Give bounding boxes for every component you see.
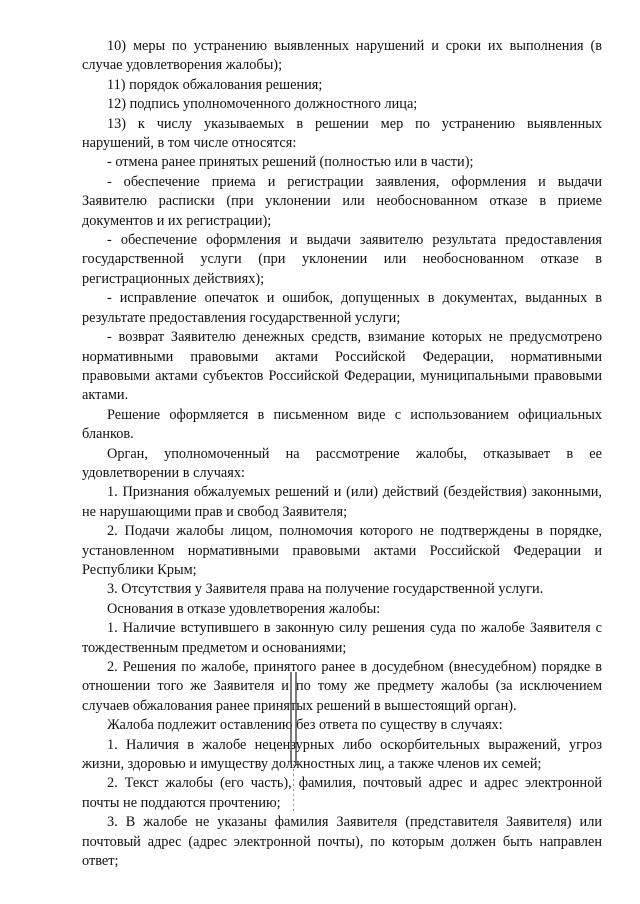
paragraph: - отмена ранее принятых решений (полностью или в части); — [107, 154, 474, 171]
paragraph: - возврат Заявителю денежных средств, взимание которых не предусмотрено нормативными правовыми актами Российской Федерации, нормативными правовыми актами субъектов Российской Федерации, муниципальными правовыми актами. — [82, 329, 602, 404]
document-body — [82, 37, 602, 871]
paragraph: Жалоба подлежит оставлению без ответа по существу в случаях: — [107, 717, 503, 734]
paragraph: 1. Наличия в жалобе нецензурных либо оскорбительных выражений, угроз жизни, здоровью и имуществу должностных лиц, а также членов их семей; — [82, 736, 602, 773]
paragraph: 2. Подачи жалобы лицом, полномочия которого не подтверждены в порядке, установленном нормативными правовыми актами Российской Федерации и Республики Крым; — [82, 523, 602, 578]
paragraph: 3. В жалобе не указаны фамилия Заявителя (представителя Заявителя) или почтовый адрес (адрес электронной почты), по которым должен быть направлен ответ; — [82, 814, 602, 870]
paragraph: 3. Отсутствия у Заявителя права на получение государственной услуги. — [107, 581, 544, 598]
paragraph: Орган, уполномоченный на рассмотрение жалобы, отказывает в ее удовлетворении в случаях: — [82, 445, 602, 481]
paragraph: Основания в отказе удовлетворения жалобы: — [107, 600, 381, 617]
paragraph: - исправление опечаток и ошибок, допущенных в документах, выданных в результате предоставления государственной услуги; — [82, 290, 602, 326]
paragraph: 2. Решения по жалобе, принятого ранее в досудебном (внесудебном) порядке в отношении того же Заявителя и по тому же предмету жалобы (за исключением случаев обжалования ранее принятых решений в вышестоящий орган). — [82, 659, 602, 714]
paragraph: 11) порядок обжалования решения; — [107, 76, 323, 93]
paragraph: 10) меры по устранению выявленных нарушений и сроки их выполнения (в случае удовлетворения жалобы); — [82, 38, 602, 74]
paragraph: 12) подпись уполномоченного должностного лица; — [107, 96, 418, 113]
paragraph: 1. Признания обжалуемых решений и (или) действий (бездействия) законными, не нарушающими прав и свобод Заявителя; — [82, 484, 602, 520]
paragraph: 13) к числу указываемых в решении мер по устранению выявленных нарушений, в том числе относятся: — [82, 115, 602, 152]
paragraph: - обеспечение оформления и выдачи заявителю результата предоставления государственной услуги (при уклонении или необоснованном отказе в регистрационных действиях); — [82, 232, 602, 287]
paragraph: 1. Наличие вступившего в законную силу решения суда по жалобе Заявителя с тождественным предметом и основаниями; — [82, 620, 602, 656]
paragraph: 2. Текст жалобы (его часть), фамилия, почтовый адрес и адрес электронной почты не поддаются прочтению; — [82, 775, 602, 811]
paragraph: - обеспечение приема и регистрации заявления, оформления и выдачи Заявителю расписки (при уклонении или необоснованном отказе в приеме документов и их регистрации); — [82, 173, 602, 229]
paragraph: Решение оформляется в письменном виде с использованием официальных бланков. — [82, 406, 602, 443]
